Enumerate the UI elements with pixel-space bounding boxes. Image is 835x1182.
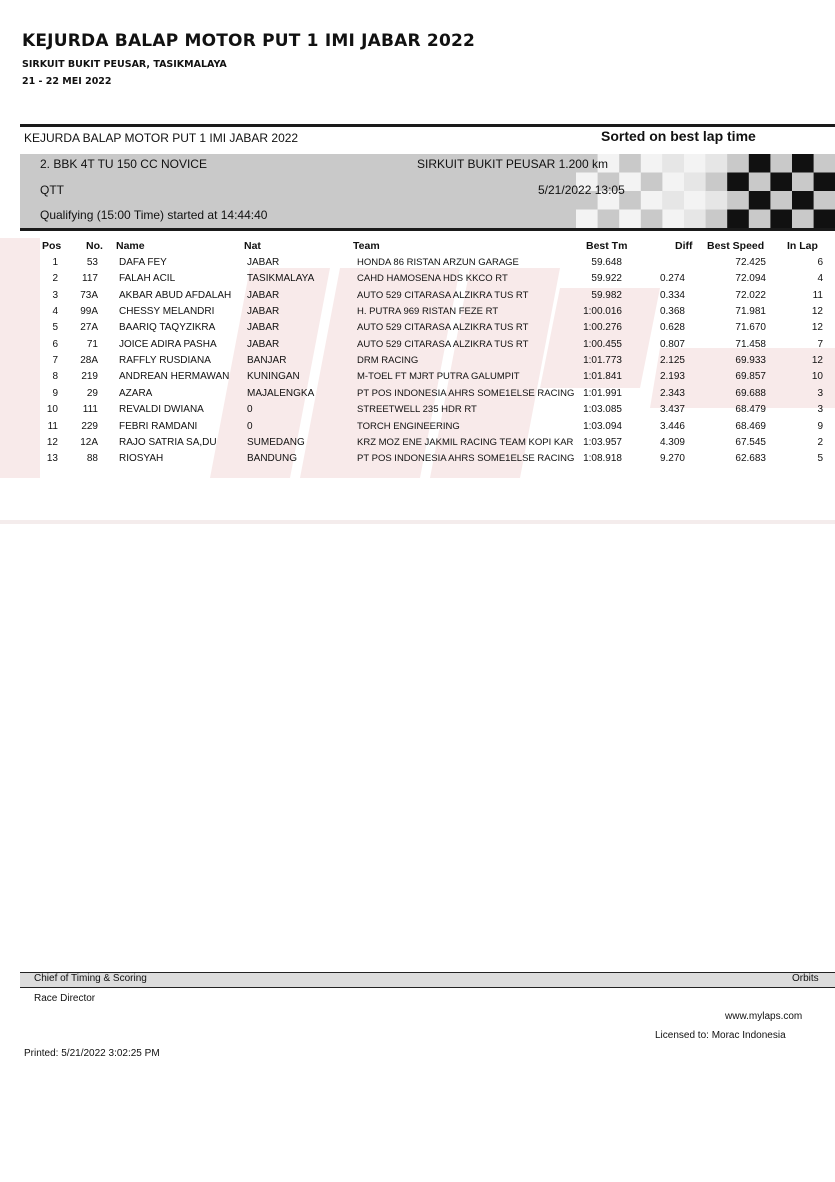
cell-nat: JABAR (247, 322, 280, 334)
cell-speed: 71.670 (735, 322, 766, 334)
cell-nat: JABAR (247, 338, 280, 350)
table-row (0, 339, 835, 355)
cell-team: TORCH ENGINEERING (357, 420, 460, 432)
chief-of-timing: Chief of Timing & Scoring (34, 973, 147, 984)
cell-pos: 11 (47, 420, 58, 432)
cell-pos: 9 (52, 387, 58, 399)
cell-diff: 3.437 (659, 404, 685, 416)
cell-no: 73A (80, 289, 98, 301)
cell-team: HONDA 86 RISTAN ARZUN GARAGE (357, 257, 519, 268)
cell-nat: SUMEDANG (247, 436, 305, 448)
col-header-pos: Pos (42, 240, 62, 252)
cell-name: AZARA (119, 387, 153, 399)
cell-name: FALAH ACIL (119, 273, 176, 285)
cell-diff: 3.446 (659, 420, 685, 432)
cell-nat: JABAR (247, 257, 280, 268)
cell-diff: 4.309 (659, 436, 685, 448)
cell-diff: 0.807 (659, 338, 685, 350)
cell-best: 59.648 (591, 257, 622, 268)
cell-speed: 69.857 (735, 371, 766, 383)
table-row (0, 437, 835, 453)
cell-diff: 9.270 (659, 453, 685, 465)
cell-nat: JABAR (247, 289, 280, 301)
cell-pos: 7 (52, 355, 58, 367)
race-director: Race Director (34, 993, 96, 1004)
table-row (0, 322, 835, 338)
cell-best: 59.982 (591, 289, 622, 301)
cell-pos: 3 (52, 289, 58, 301)
session-event-name: KEJURDA BALAP MOTOR PUT 1 IMI JABAR 2022 (24, 131, 299, 145)
cell-diff: 2.125 (659, 355, 685, 367)
cell-no: 27A (80, 322, 98, 334)
cell-speed: 72.022 (735, 289, 766, 301)
cell-team: PT POS INDONESIA AHRS SOME1ELSE RACING (357, 387, 575, 399)
cell-diff: 2.193 (659, 371, 685, 383)
cell-lap: 4 (817, 273, 823, 285)
cell-team: CAHD HAMOSENA HDS KKCO RT (357, 273, 508, 285)
cell-name: ANDREAN HERMAWAN (119, 371, 230, 383)
cell-pos: 12 (46, 436, 58, 448)
table-row (0, 355, 835, 371)
cell-name: RAJO SATRIA SA,DU (119, 436, 217, 448)
cell-speed: 67.545 (735, 436, 766, 448)
table-row (0, 404, 835, 420)
col-header-nat: Nat (244, 240, 261, 252)
results-table (0, 257, 835, 477)
cell-speed: 69.933 (735, 355, 766, 367)
report-title: KEJURDA BALAP MOTOR PUT 1 IMI JABAR 2022 (22, 31, 476, 51)
table-row (0, 257, 835, 273)
cell-name: RIOSYAH (119, 453, 164, 465)
cell-lap: 3 (817, 387, 823, 399)
cell-speed: 69.688 (735, 387, 766, 399)
venue-label: SIRKUIT BUKIT PEUSAR, TASIKMALAYA (22, 59, 227, 70)
cell-no: 29 (86, 387, 98, 399)
col-header-speed: Best Speed (707, 240, 765, 252)
session-datetime: 5/21/2022 13:05 (538, 183, 625, 197)
table-row (0, 421, 835, 437)
cell-lap: 2 (817, 436, 823, 448)
sort-label: Sorted on best lap time (601, 128, 756, 144)
cell-name: JOICE ADIRA PASHA (119, 338, 217, 350)
cell-no: 88 (86, 453, 98, 465)
cell-nat: BANDUNG (247, 453, 298, 465)
cell-name: CHESSY MELANDRI (119, 306, 215, 318)
printed-timestamp: Printed: 5/21/2022 3:02:25 PM (24, 1048, 160, 1059)
cell-nat: KUNINGAN (247, 371, 300, 383)
cell-no: 12A (80, 436, 98, 448)
col-header-team: Team (353, 240, 380, 252)
cell-no: 53 (86, 257, 98, 268)
cell-nat: BANJAR (247, 355, 287, 367)
cell-no: 111 (82, 404, 98, 416)
cell-team: M-TOEL FT MJRT PUTRA GALUMPIT (357, 371, 520, 383)
cell-diff: 2.343 (659, 387, 685, 399)
cell-lap: 10 (811, 371, 823, 383)
cell-nat: 0 (247, 420, 253, 432)
table-row (0, 290, 835, 306)
cell-team: DRM RACING (357, 355, 419, 367)
cell-nat: TASIKMALAYA (247, 273, 315, 285)
cell-speed: 71.458 (735, 338, 766, 350)
cell-pos: 1 (52, 257, 58, 268)
table-row (0, 371, 835, 387)
cell-nat: 0 (247, 404, 253, 416)
cell-team: AUTO 529 CITARASA ALZIKRA TUS RT (357, 338, 529, 350)
license-info: Licensed to: Morac Indonesia (655, 1030, 786, 1041)
cell-lap: 9 (817, 420, 823, 432)
cell-name: RAFFLY RUSDIANA (119, 355, 211, 367)
cell-team: STREETWELL 235 HDR RT (357, 404, 477, 416)
cell-pos: 8 (52, 371, 58, 383)
cell-pos: 4 (52, 306, 58, 318)
cell-speed: 68.469 (735, 420, 766, 432)
cell-team: AUTO 529 CITARASA ALZIKRA TUS RT (357, 289, 529, 301)
cell-no: 71 (86, 338, 98, 350)
session-circuit: SIRKUIT BUKIT PEUSAR 1.200 km (417, 157, 608, 171)
cell-best: 1:00.016 (583, 306, 622, 318)
col-header-name: Name (116, 240, 145, 252)
cell-name: DAFA FEY (119, 257, 167, 268)
cell-lap: 6 (817, 257, 823, 268)
orbits-label: Orbits (792, 973, 819, 984)
cell-lap: 12 (811, 355, 823, 367)
table-row (0, 273, 835, 289)
cell-team: PT POS INDONESIA AHRS SOME1ELSE RACING (357, 453, 575, 465)
session-class: 2. BBK 4T TU 150 CC NOVICE (40, 157, 207, 171)
cell-pos: 5 (52, 322, 58, 334)
cell-best: 59.922 (591, 273, 622, 285)
col-header-no: No. (86, 240, 103, 252)
cell-diff: 0.368 (659, 306, 685, 318)
cell-pos: 10 (46, 404, 58, 416)
session-type: QTT (40, 183, 64, 197)
cell-speed: 72.425 (735, 257, 766, 268)
cell-pos: 13 (46, 453, 58, 465)
cell-diff: 0.334 (659, 289, 685, 301)
cell-best: 1:03.085 (583, 404, 622, 416)
cell-best: 1:01.991 (583, 387, 622, 399)
session-qualifying-info: Qualifying (15:00 Time) started at 14:44:40 (40, 208, 268, 222)
cell-best: 1:03.957 (583, 436, 622, 448)
cell-speed: 68.479 (735, 404, 766, 416)
cell-lap: 5 (817, 453, 823, 465)
cell-team: KRZ MOZ ENE JAKMIL RACING TEAM KOPI KAR (357, 436, 574, 448)
cell-diff: 0.628 (659, 322, 685, 334)
website-link[interactable]: www.mylaps.com (725, 1011, 803, 1022)
cell-nat: JABAR (247, 306, 280, 318)
cell-best: 1:00.276 (583, 322, 622, 334)
cell-speed: 72.094 (735, 273, 766, 285)
cell-pos: 2 (52, 273, 58, 285)
cell-name: AKBAR ABUD AFDALAH (119, 289, 232, 301)
cell-no: 229 (81, 420, 98, 432)
cell-name: FEBRI RAMDANI (119, 420, 198, 432)
cell-best: 1:00.455 (583, 338, 622, 350)
cell-no: 28A (80, 355, 98, 367)
cell-speed: 62.683 (735, 453, 766, 465)
cell-pos: 6 (52, 338, 58, 350)
event-dates: 21 - 22 MEI 2022 (22, 76, 112, 87)
cell-best: 1:08.918 (583, 453, 622, 465)
cell-speed: 71.981 (735, 306, 766, 318)
cell-diff: 0.274 (659, 273, 685, 285)
col-header-best: Best Tm (586, 240, 628, 252)
table-row (0, 453, 835, 469)
cell-team: AUTO 529 CITARASA ALZIKRA TUS RT (357, 322, 529, 334)
cell-best: 1:03.094 (583, 420, 622, 432)
cell-lap: 12 (811, 306, 823, 318)
cell-no: 117 (82, 273, 98, 285)
cell-no: 219 (81, 371, 98, 383)
cell-lap: 11 (812, 289, 823, 301)
cell-lap: 7 (817, 338, 823, 350)
cell-lap: 3 (817, 404, 823, 416)
table-row (0, 306, 835, 322)
cell-no: 99A (80, 306, 98, 318)
col-header-lap: In Lap (787, 240, 818, 252)
cell-nat: MAJALENGKA (247, 387, 315, 399)
cell-team: H. PUTRA 969 RISTAN FEZE RT (357, 306, 499, 318)
cell-best: 1:01.841 (583, 371, 622, 383)
col-header-diff: Diff (675, 240, 693, 252)
table-row (0, 388, 835, 404)
cell-best: 1:01.773 (583, 355, 622, 367)
cell-lap: 12 (811, 322, 823, 334)
cell-name: BAARIQ TAQYZIKRA (119, 322, 216, 334)
cell-name: REVALDI DWIANA (119, 404, 204, 416)
